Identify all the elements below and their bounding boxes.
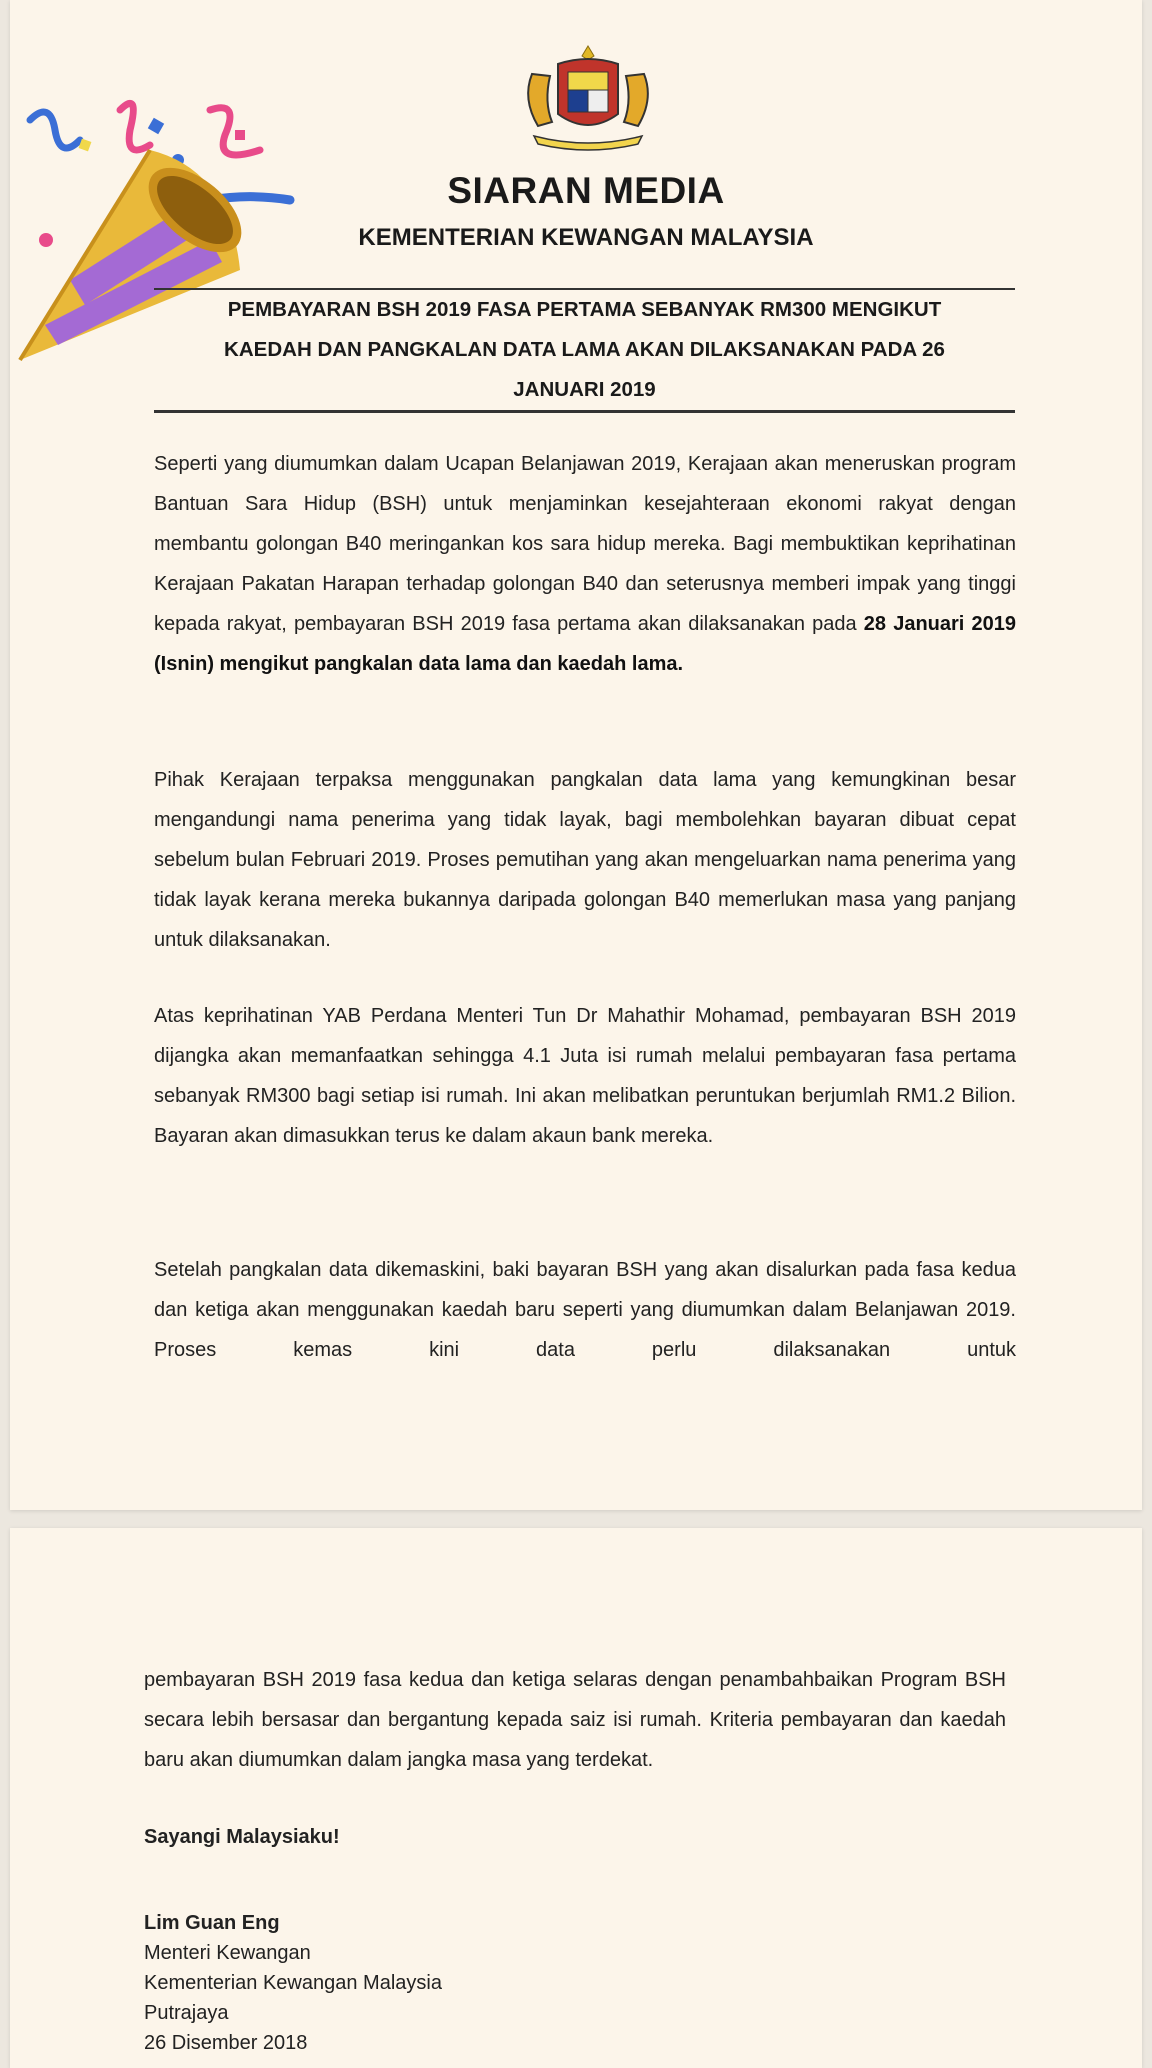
paragraph-1 bbox=[154, 444, 1016, 684]
headline-line-3: JANUARI 2019 bbox=[513, 378, 656, 401]
headline-line-1: PEMBAYARAN BSH 2019 FASA PERTAMA SEBANYAK RM300 MENGIKUT bbox=[227, 298, 942, 321]
paragraph-3: Atas keprihatinan YAB Perdana Menteri Tun Dr Mahathir Mohamad, pembayaran BSH 2019 dijangka akan memanfaatkan sehingga 4.1 Juta isi rumah melalui pembayaran fasa pertama sebanyak RM300 bagi setiap isi rumah. Ini akan melibatkan peruntukan berjumlah RM1.2 Bilion. Bayaran akan dimasukkan terus ke dalam akaun bank mereka. bbox=[154, 1005, 1016, 1147]
document-page-1 bbox=[10, 0, 1142, 1510]
ministry-name: KEMENTERIAN KEWANGAN MALAYSIA bbox=[358, 224, 814, 251]
signatory-organization: Kementerian Kewangan Malaysia bbox=[144, 1972, 442, 1994]
paragraph-1-emphasis: 28 Januari 2019 (Isnin) mengikut pangkalan data lama dan kaedah lama. bbox=[154, 613, 1016, 675]
paragraph-4: Setelah pangkalan data dikemaskini, baki bayaran BSH yang akan disalurkan pada fasa kedua dan ketiga akan menggunakan kaedah baru seperti yang diumumkan dalam Belanjawan 2019. Proses kemas kini data perlu dilaksanakan untuk bbox=[154, 1259, 1016, 1361]
paragraph-1-text: Seperti yang diumumkan dalam Ucapan Belanjawan 2019, Kerajaan akan meneruskan program Bantuan Sara Hidup (BSH) untuk menjaminkan kesejahteraan ekonomi rakyat dengan membantu golongan B40 meringankan kos sara hidup mereka. Bagi membuktikan keprihatinan Kerajaan Pakatan Harapan terhadap golongan B40 dan seterusnya memberi impak yang tinggi kepada rakyat, pembayaran BSH 2019 fasa pertama akan dilaksanakan pada bbox=[154, 453, 1016, 635]
bottom-rule bbox=[154, 410, 1015, 413]
release-date: 26 Disember 2018 bbox=[144, 2032, 308, 2054]
document-title: SIARAN MEDIA bbox=[447, 170, 725, 211]
headline-line-2: KAEDAH DAN PANGKALAN DATA LAMA AKAN DILAKSANAKAN PADA 26 bbox=[224, 338, 945, 361]
slogan: Sayangi Malaysiaku! bbox=[144, 1826, 340, 1848]
paragraph-5: pembayaran BSH 2019 fasa kedua dan ketiga selaras dengan penambahbaikan Program BSH secara lebih bersasar dan bergantung kepada saiz isi rumah. Kriteria pembayaran dan kaedah baru akan diumumkan dalam jangka masa yang terdekat. bbox=[144, 1669, 1006, 1771]
headline bbox=[154, 290, 1015, 410]
coat-of-arms-icon bbox=[518, 44, 658, 152]
signatory-name: Lim Guan Eng bbox=[144, 1912, 280, 1934]
signatory-place: Putrajaya bbox=[144, 2002, 229, 2024]
signatory-role: Menteri Kewangan bbox=[144, 1942, 311, 1964]
paragraph-2: Pihak Kerajaan terpaksa menggunakan pangkalan data lama yang kemungkinan besar mengandungi nama penerima yang tidak layak, bagi membolehkan bayaran dibuat cepat sebelum bulan Februari 2019. Proses pemutihan yang akan mengeluarkan nama penerima yang tidak layak kerana mereka bukannya daripada golongan B40 memerlukan masa yang panjang untuk dilaksanakan. bbox=[154, 769, 1016, 951]
